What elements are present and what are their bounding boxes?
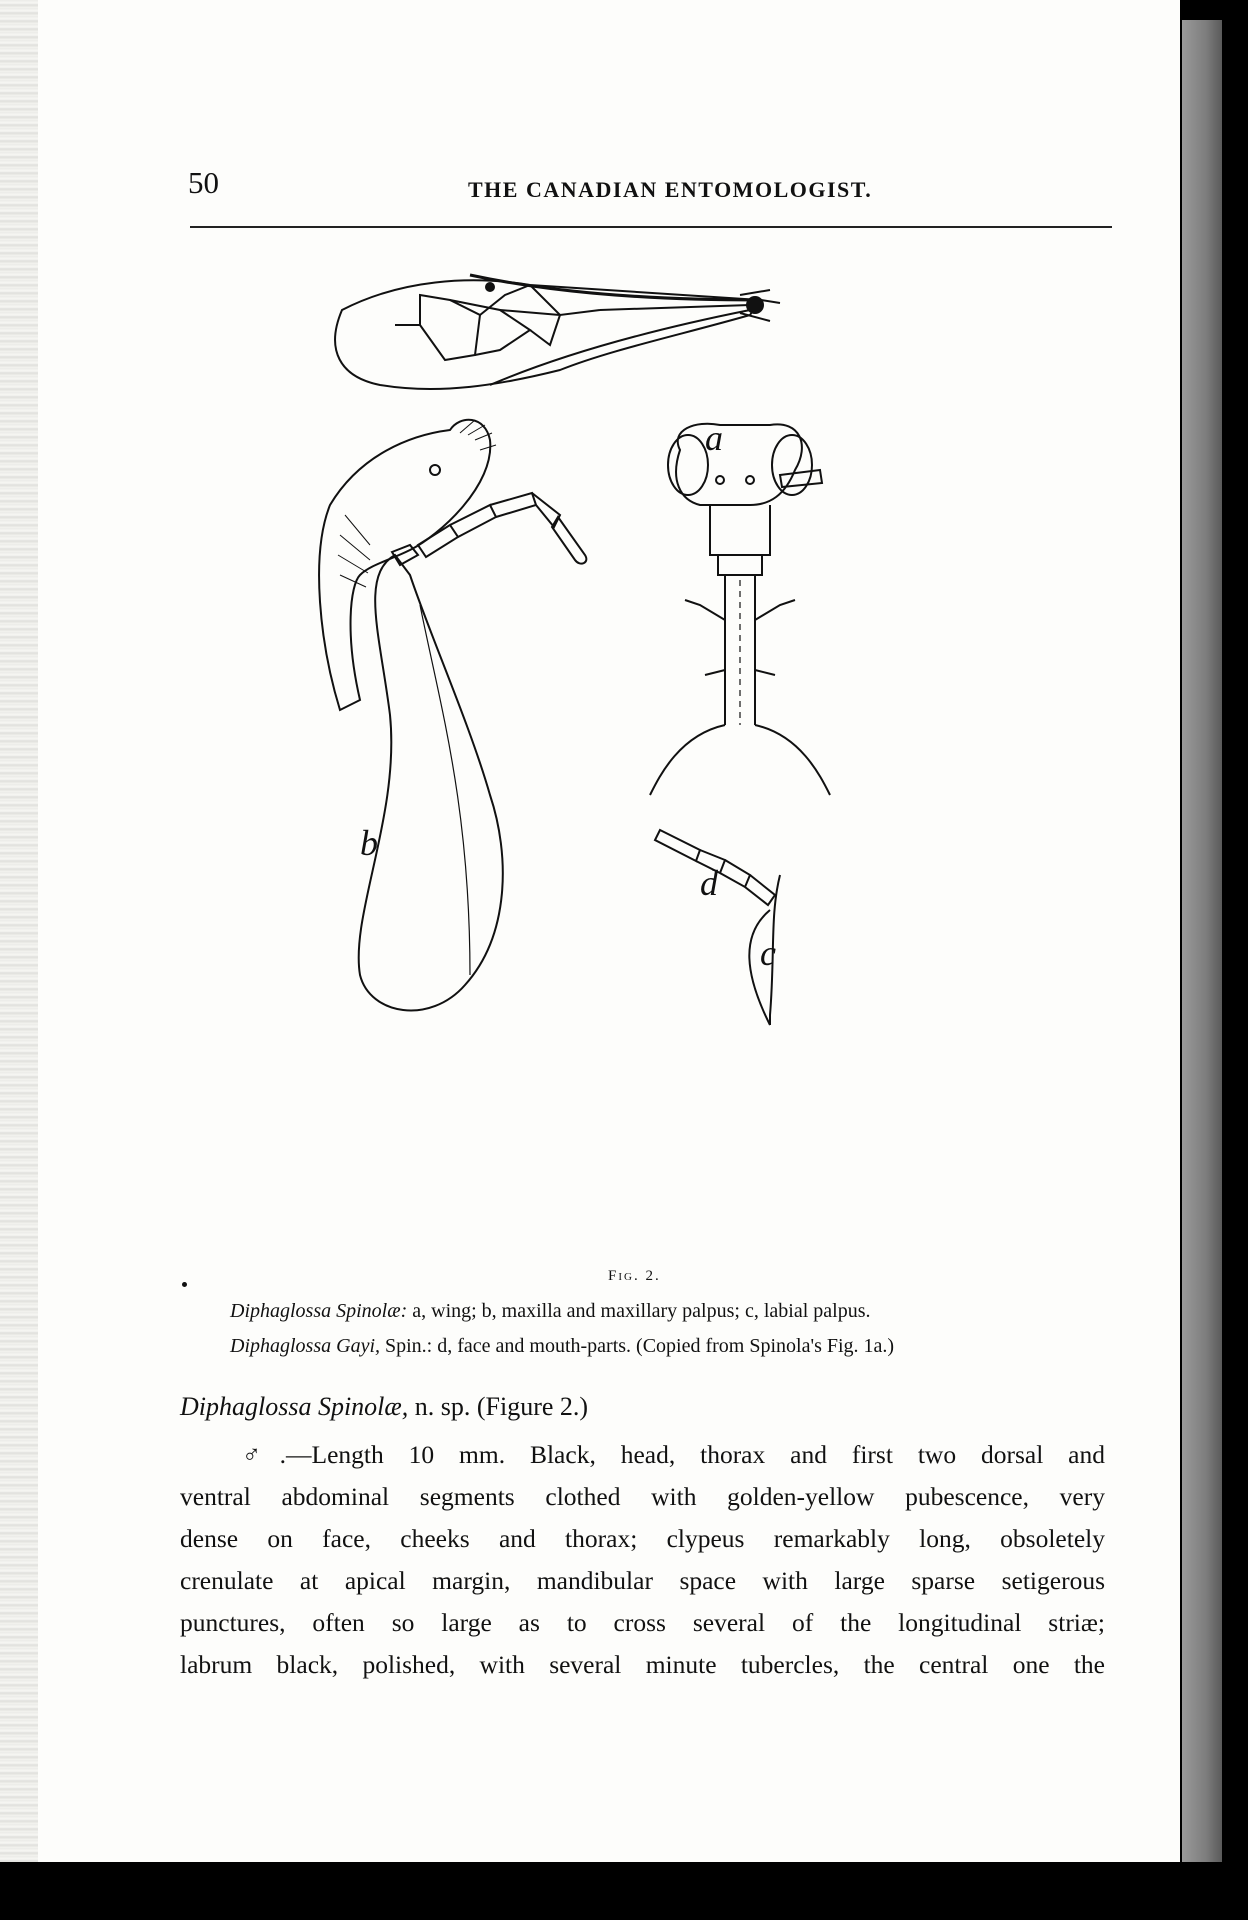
facing-page-edge [1182,20,1222,1862]
labial-palpus-drawing [655,830,780,1025]
letter-d: d [700,863,718,903]
body-line: dense on face, cheeks and thorax; clypeus remarkably long, obsoletely [180,1524,1105,1553]
running-title: THE CANADIAN ENTOMOLOGIST. [468,177,873,202]
caption-text-1: a, wing; b, maxilla and maxillary palpus; c, labial palpus. [407,1300,871,1322]
species-heading [180,1392,588,1422]
heading-rest: n. sp. (Figure 2.) [408,1392,589,1421]
caption-text-2: Spin.: d, face and mouth-parts. (Copied from Spinola's Fig. 1a.) [380,1335,895,1357]
figure-letters [360,418,776,973]
scan-border [0,1862,1248,1920]
wing-drawing [335,275,780,389]
face-drawing [650,424,830,795]
figure-label: Fig. 2. [608,1268,661,1284]
body-line: ♂.—Length 10 mm. Black, head, thorax and first two dorsal and [242,1440,1105,1469]
caption-species-2: Diphaglossa Gayi, [230,1335,380,1357]
body-line: labrum black, polished, with several minute tubercles, the central one the [180,1650,1105,1679]
caption-line-2 [230,1335,894,1358]
body-line: ventral abdominal segments clothed with golden-yellow pubescence, very [180,1482,1105,1511]
caption-species-1: Diphaglossa Spinolæ: [230,1300,408,1322]
letter-b: b [360,823,378,863]
caption-line-1 [230,1300,870,1323]
binding-edge [0,0,38,1862]
body-line: crenulate at apical margin, mandibular space with large sparse setigerous [180,1566,1105,1595]
body-line: punctures, often so large as to cross several of the longitudinal striæ; [180,1608,1105,1637]
figure-illustration [300,255,1000,1255]
maxilla-drawing [319,420,586,1011]
letter-c: c [760,933,776,973]
letter-a: a [705,418,723,458]
header-rule [190,226,1112,228]
heading-species: Diphaglossa Spinolæ, [180,1392,409,1421]
stray-dot [182,1282,187,1287]
page-number: 50 [188,165,219,200]
